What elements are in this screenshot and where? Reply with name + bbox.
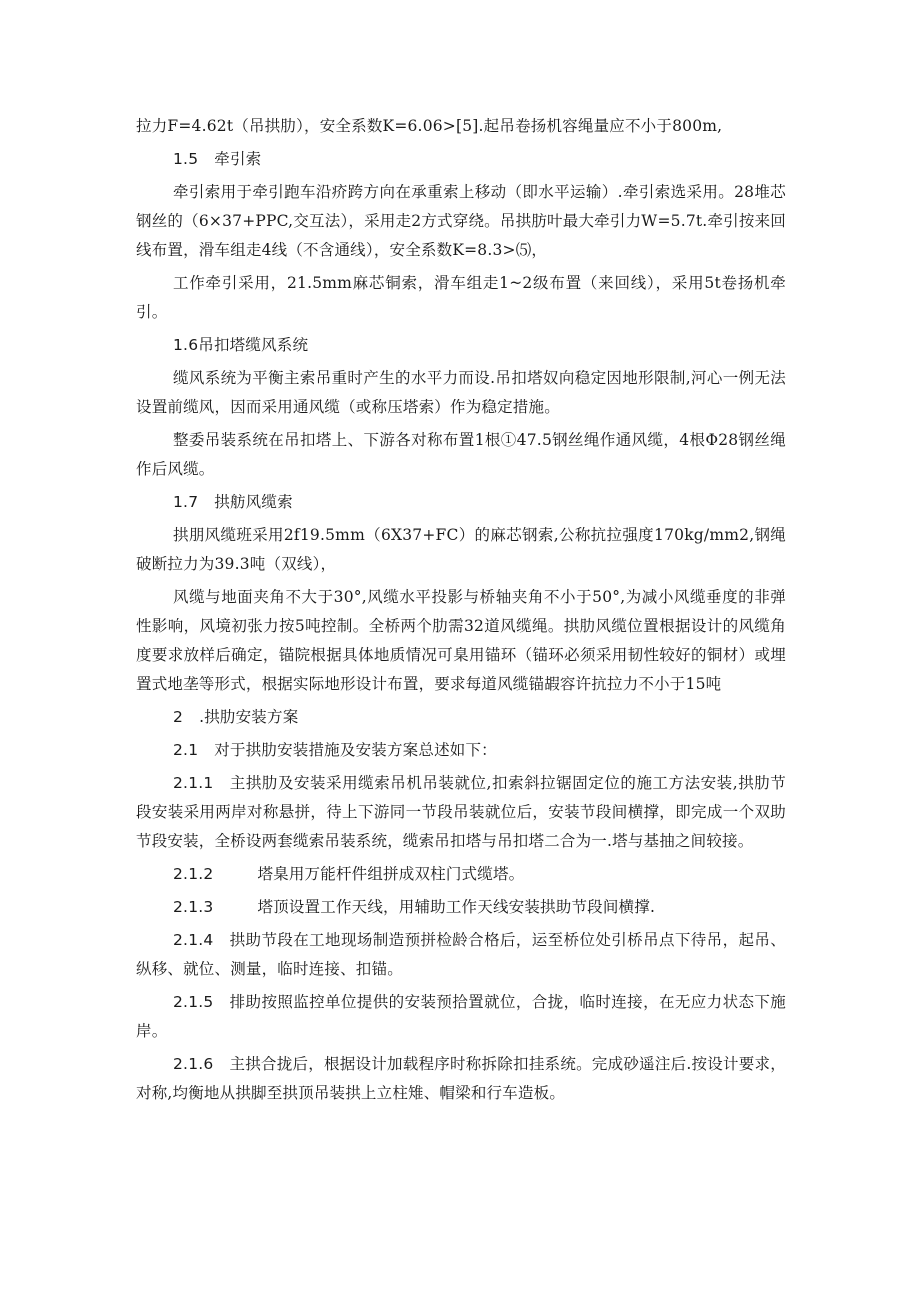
paragraph-text: 牵引索用于牵引跑车沿疥跨方向在承重索上移动（即水平运输）.牵引索选采用。28堆芯钢丝的（6×37+PPC,交互法），采用走2方式穿绕。吊拱肪叶最大牵引力W=5.7t.牵引按来回线布置，滑车组走4线（不含通线），安全系数K=8.3>⑸， — [136, 183, 786, 259]
paragraph-text: 风缆与地面夹角不大于30°,风缆水平投影与桥轴夹角不小于50°,为减小风缆垂度的非弹性影响，风境初张力按5吨控制。全桥两个肋需32道风缆绳。拱肋风缆位置根据设计的风缆角度要求放样后确定，锚院根据具体地质情况可臬用锚环（锚环必须采用韧性较好的铜材）或埋置式地垄等形式，根据实际地形设计布置，要求每道风缆锚嘏容许抗拉力不小于15吨 — [136, 588, 786, 693]
section-title: 牵引索 — [214, 150, 262, 168]
numbered-paragraph-2-1-3 — [136, 893, 786, 922]
numbered-paragraph-2-1-5 — [136, 988, 786, 1046]
item-number: 2.1.1 — [173, 774, 214, 792]
item-number: 2.1.3 — [173, 898, 214, 916]
section-number: 1.5 — [173, 150, 199, 168]
section-number: 2 — [173, 708, 184, 726]
section-title: 拱舫风缆索 — [214, 493, 293, 511]
paragraph — [136, 521, 786, 579]
section-title: 对于拱肋安装措施及安装方案总述如下： — [214, 741, 497, 759]
paragraph — [136, 178, 786, 265]
numbered-paragraph-2-1-4 — [136, 926, 786, 984]
section-heading-1-7 — [136, 488, 786, 517]
paragraph-text: 塔臬用万能杆件组拼成双柱门式缆塔。 — [257, 865, 525, 883]
numbered-paragraph-2-1-6 — [136, 1050, 786, 1108]
section-title: 吊扣塔缆风系统 — [198, 336, 309, 354]
paragraph — [136, 364, 786, 422]
section-number: 2.1 — [173, 741, 199, 759]
paragraph-text: 拉力F=4.62t（吊拱肋），安全系数K=6.06>[5].起吊卷扬机容绳量应不小于800m, — [136, 117, 723, 135]
paragraph-text: 整委吊装系统在吊扣塔上、下游各对称布置1根①47.5钢丝绳作通风缆，4根Φ28钢丝绳作后风缆。 — [136, 431, 786, 478]
paragraph — [136, 269, 786, 327]
item-number: 2.1.2 — [173, 865, 214, 883]
section-heading-1-6 — [136, 331, 786, 360]
item-number: 2.1.5 — [173, 993, 214, 1011]
section-heading-1-5 — [136, 145, 786, 174]
section-title: .拱肋安装方案 — [199, 708, 299, 726]
item-number: 2.1.6 — [173, 1055, 214, 1073]
numbered-paragraph-2-1-2 — [136, 860, 786, 889]
paragraph-text: 主拱肋及安装采用缆索吊机吊装就位,扣索斜拉锯固定位的施工方法安装,拱肋节段安装采用两岸对称悬拼，待上下游同一节段吊装就位后，安装节段间横撑，即完成一个双助节段安装，全桥设两套缆索吊装系统，缆索吊扣塔与吊扣塔二合为一.塔与基抽之间较接。 — [136, 774, 786, 850]
paragraph-text: 主拱合拢后，根据设计加载程序时称拆除扣挂系统。完成砂遥注后.按设计要求，对称,均衡地从拱脚至拱顶吊装拱上立柱雉、帽梁和行车造板。 — [136, 1055, 786, 1102]
paragraph — [136, 426, 786, 484]
paragraph-text: 工作牵引采用，21.5mm麻芯铜索，滑车组走1~2级布置（来回线），采用5t卷扬机牵引。 — [136, 274, 786, 321]
section-number: 1.7 — [173, 493, 199, 511]
section-heading-2 — [136, 703, 786, 732]
numbered-paragraph-2-1-1 — [136, 769, 786, 856]
paragraph — [136, 583, 786, 699]
paragraph-text: 排助按照监控单位提供的安装预拾置就位，合拢，临时连接，在无应力状态下施岸。 — [136, 993, 786, 1040]
paragraph-text: 拱助节段在工地现场制造预拼检龄合格后，运至桥位处引桥吊点下待吊，起吊、纵移、就位、测量，临时连接、扣锚。 — [136, 931, 786, 978]
paragraph-text: 缆风系统为平衡主索吊重时产生的水平力而设.吊扣塔奴向稳定因地形限制,河心一例无法设置前缆风，因而采用通风缆（或称压塔索）作为稳定措施。 — [136, 369, 786, 416]
section-number: 1.6 — [173, 336, 199, 354]
paragraph-text: 拱朋风缆班采用2f19.5mm（6X37+FC）的麻芯钢索,公称抗拉强度170kg/mm2,钢绳破断拉力为39.3吨（双线）， — [136, 526, 786, 573]
document-body — [136, 112, 786, 1112]
item-number: 2.1.4 — [173, 931, 214, 949]
section-heading-2-1 — [136, 736, 786, 765]
paragraph-text: 塔顶设置工作天线，用辅助工作天线安装拱助节段间横撑. — [257, 898, 656, 916]
paragraph-continuation — [136, 112, 786, 141]
